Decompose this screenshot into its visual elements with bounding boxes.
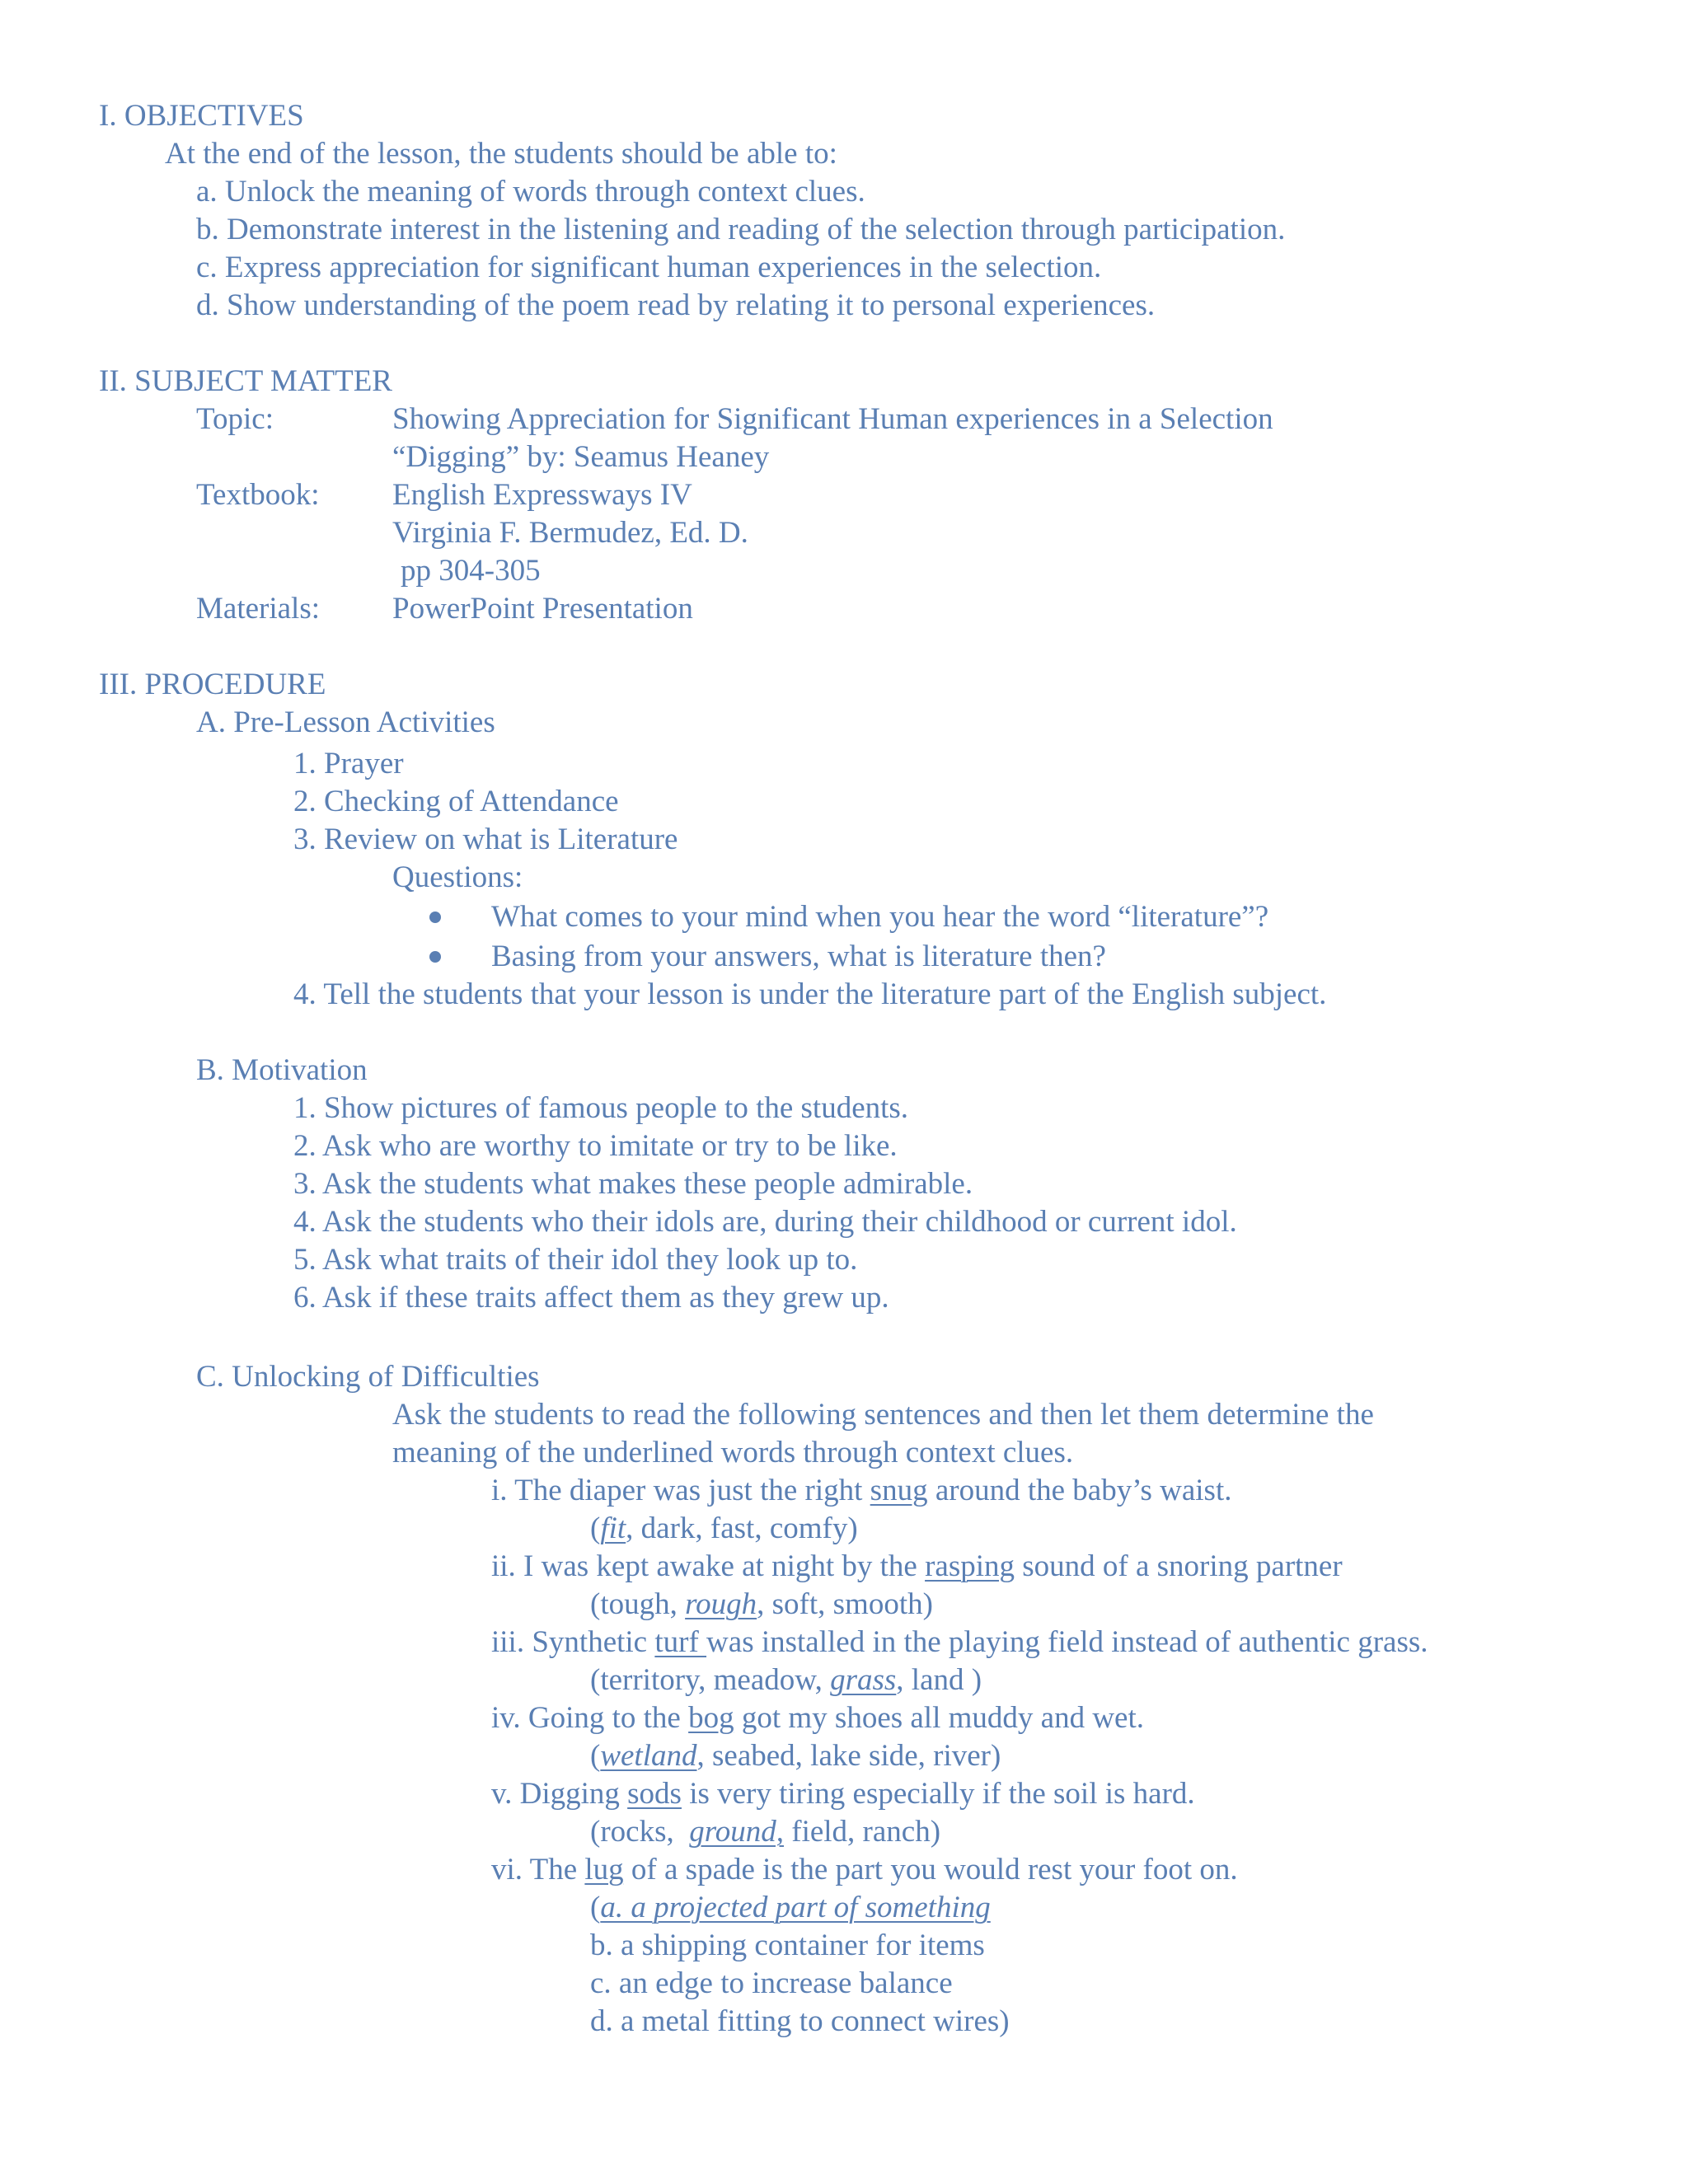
question-item: Basing from your answers, what is literature then? [491, 940, 1106, 973]
vocab-word: rasping [925, 1549, 1015, 1583]
pre-lesson-item: 3. Review on what is Literature [293, 823, 678, 856]
motivation-heading: B. Motivation [196, 1053, 368, 1087]
vocab-option: d. a metal fitting to connect wires) [590, 2004, 1010, 2038]
question-item: What comes to your mind when you hear the word “literature”? [491, 900, 1269, 934]
answer: fit [600, 1511, 626, 1545]
subject-matter-heading: II. SUBJECT MATTER [99, 364, 392, 398]
answer: a. a projected part of something [600, 1891, 991, 1924]
answer: wetland [600, 1739, 697, 1773]
pre-lesson-item: 4. Tell the students that your lesson is under the literature part of the English subject. [293, 977, 1327, 1011]
vocab-sentence: i. The diaper was just the right snug around the baby’s waist. [491, 1474, 1232, 1507]
materials-label: Materials: [196, 592, 321, 626]
motivation-item: 4. Ask the students who their idols are, during their childhood or current idol. [293, 1205, 1237, 1239]
answer: rough [685, 1587, 757, 1621]
unlocking-instructions: meaning of the underlined words through context clues. [392, 1436, 1074, 1469]
vocab-sentence: ii. I was kept awake at night by the rasping sound of a snoring partner [491, 1549, 1343, 1583]
vocab-choices: (territory, meadow, grass, land ) [590, 1663, 982, 1697]
vocab-sentence: iv. Going to the bog got my shoes all muddy and wet. [491, 1701, 1144, 1735]
materials-value: PowerPoint Presentation [392, 592, 693, 626]
vocab-choices: (wetland, seabed, lake side, river) [590, 1739, 1001, 1773]
answer: grass [830, 1663, 897, 1697]
motivation-item: 1. Show pictures of famous people to the students. [293, 1091, 909, 1125]
objective-item: b. Demonstrate interest in the listening and reading of the selection through participation. [196, 213, 1286, 246]
vocab-option: c. an edge to increase balance [590, 1966, 953, 2000]
vocab-choices: (rocks, ground, field, ranch) [590, 1815, 941, 1849]
procedure-heading: III. PROCEDURE [99, 668, 326, 701]
answer: ground, [689, 1815, 784, 1849]
vocab-choices: (a. a projected part of something [590, 1891, 991, 1924]
topic-label: Topic: [196, 402, 274, 436]
vocab-sentence: iii. Synthetic turf was installed in the playing field instead of authentic grass. [491, 1625, 1428, 1659]
unlocking-heading: C. Unlocking of Difficulties [196, 1360, 540, 1394]
bullet-icon [429, 951, 441, 963]
vocab-word: snug [870, 1474, 928, 1507]
textbook-line: Virginia F. Bermudez, Ed. D. [392, 516, 748, 550]
objective-item: c. Express appreciation for significant human experiences in the selection. [196, 251, 1102, 284]
motivation-item: 5. Ask what traits of their idol they look up to. [293, 1243, 858, 1277]
vocab-choices: (fit, dark, fast, comfy) [590, 1511, 858, 1545]
unlocking-instructions: Ask the students to read the following sentences and then let them determine the [392, 1398, 1374, 1432]
textbook-label: Textbook: [196, 478, 320, 512]
pre-lesson-item: 2. Checking of Attendance [293, 785, 619, 818]
vocab-option: b. a shipping container for items [590, 1929, 985, 1962]
textbook-line: pp 304-305 [401, 554, 541, 588]
objective-item: d. Show understanding of the poem read by relating it to personal experiences. [196, 288, 1156, 322]
objectives-heading: I. OBJECTIVES [99, 99, 304, 133]
vocab-sentence: vi. The lug of a spade is the part you would rest your foot on. [491, 1853, 1238, 1886]
pre-lesson-heading: A. Pre-Lesson Activities [196, 705, 495, 739]
vocab-word: lug [584, 1853, 624, 1886]
objective-item: a. Unlock the meaning of words through context clues. [196, 175, 865, 209]
motivation-item: 2. Ask who are worthy to imitate or try to be like. [293, 1129, 898, 1163]
questions-label: Questions: [392, 860, 523, 894]
vocab-sentence: v. Digging sods is very tiring especially if the soil is hard. [491, 1777, 1195, 1811]
vocab-choices: (tough, rough, soft, smooth) [590, 1587, 933, 1621]
topic-line: “Digging” by: Seamus Heaney [392, 440, 770, 474]
motivation-item: 3. Ask the students what makes these people admirable. [293, 1167, 973, 1201]
vocab-word: sods [627, 1777, 682, 1811]
textbook-line: English Expressways IV [392, 478, 692, 512]
vocab-word: bog [688, 1701, 734, 1735]
vocab-word: turf [654, 1625, 707, 1659]
objectives-intro: At the end of the lesson, the students should be able to: [165, 137, 837, 171]
pre-lesson-item: 1. Prayer [293, 747, 404, 780]
bullet-icon [429, 912, 441, 923]
topic-line: Showing Appreciation for Significant Human experiences in a Selection [392, 402, 1273, 436]
motivation-item: 6. Ask if these traits affect them as they grew up. [293, 1281, 889, 1315]
